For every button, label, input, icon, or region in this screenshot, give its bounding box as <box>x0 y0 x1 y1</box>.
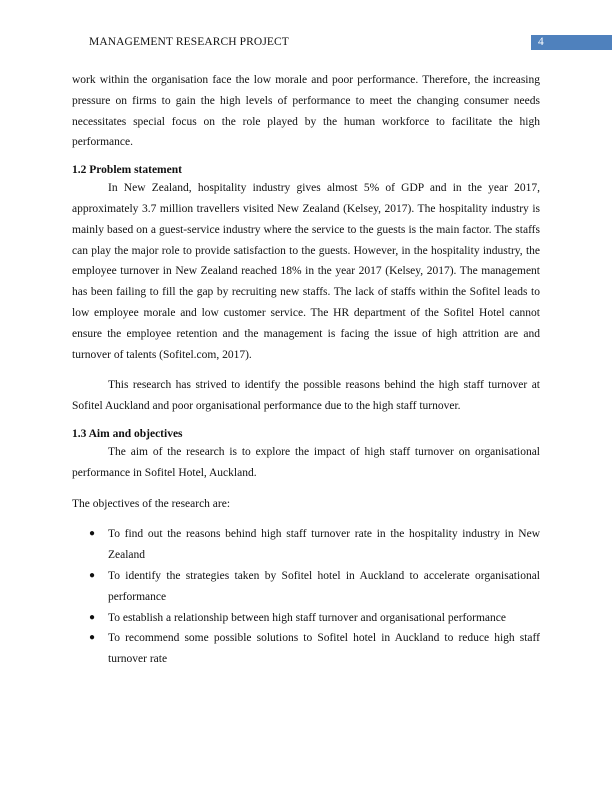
list-item <box>72 608 540 629</box>
bullet-icon: ● <box>89 632 96 644</box>
page-number-badge <box>531 35 612 50</box>
aim-paragraph: The aim of the research is to explore the impact of high staff turnover on organisational performance in Sofitel Hotel, Auckland. <box>72 445 540 479</box>
bullet-icon: ● <box>89 528 96 540</box>
objective-text: To establish a relationship between high staff turnover and organisational performance <box>108 611 506 624</box>
objective-text: To identify the strategies taken by Sofitel hotel in Auckland to accelerate organisational performance <box>108 569 540 603</box>
bullet-icon: ● <box>89 611 96 623</box>
problem-statement-heading: 1.2 Problem statement <box>72 164 182 177</box>
objectives-intro: The objectives of the research are: <box>72 497 231 510</box>
objective-text: To find out the reasons behind high staff turnover rate in the hospitality industry in New Zealand <box>108 528 540 562</box>
list-item <box>72 566 540 608</box>
problem-statement-paragraph-2: This research has strived to identify the possible reasons behind the high staff turnover at Sofitel Auckland and poor organisational performance due to the high staff turnover. <box>72 379 540 413</box>
document-body <box>72 70 540 670</box>
objective-text: To recommend some possible solutions to Sofitel hotel in Auckland to reduce high staff turnover rate <box>108 632 540 666</box>
list-item <box>72 524 540 566</box>
list-item <box>72 628 540 670</box>
page-number: 4 <box>538 36 544 48</box>
intro-paragraph: work within the organisation face the low morale and poor performance. Therefore, the increasing pressure on firms to gain the high levels of performance to meet the changing consumer needs necessitates special focus on the role played by the human workforce to facilitate the high performance. <box>72 74 540 149</box>
aim-objectives-heading: 1.3 Aim and objectives <box>72 427 183 440</box>
running-header-title: MANAGEMENT RESEARCH PROJECT <box>89 36 289 48</box>
problem-statement-paragraph-1: In New Zealand, hospitality industry gives almost 5% of GDP and in the year 2017, approximately 3.7 million travellers visited New Zealand (Kelsey, 2017). The hospitality industry is mainly based on a guest-service industry where the service to the guests is the main factor. The staffs can play the major role to provide satisfaction to the guests. However, in the hospitality industry, the employee turnover in New Zealand reached 18% in the year 2017 (Kelsey, 2017). The management has been failing to fill the gap by recruiting new staffs. The lack of staffs within the Sofitel leads to low employee morale and low customer service. The HR department of the Sofitel Hotel cannot ensure the employee retention and the management is facing the issue of high attrition are and turnover of talents (Sofitel.com, 2017). <box>72 182 540 361</box>
bullet-icon: ● <box>89 569 96 581</box>
objectives-list <box>72 524 540 670</box>
